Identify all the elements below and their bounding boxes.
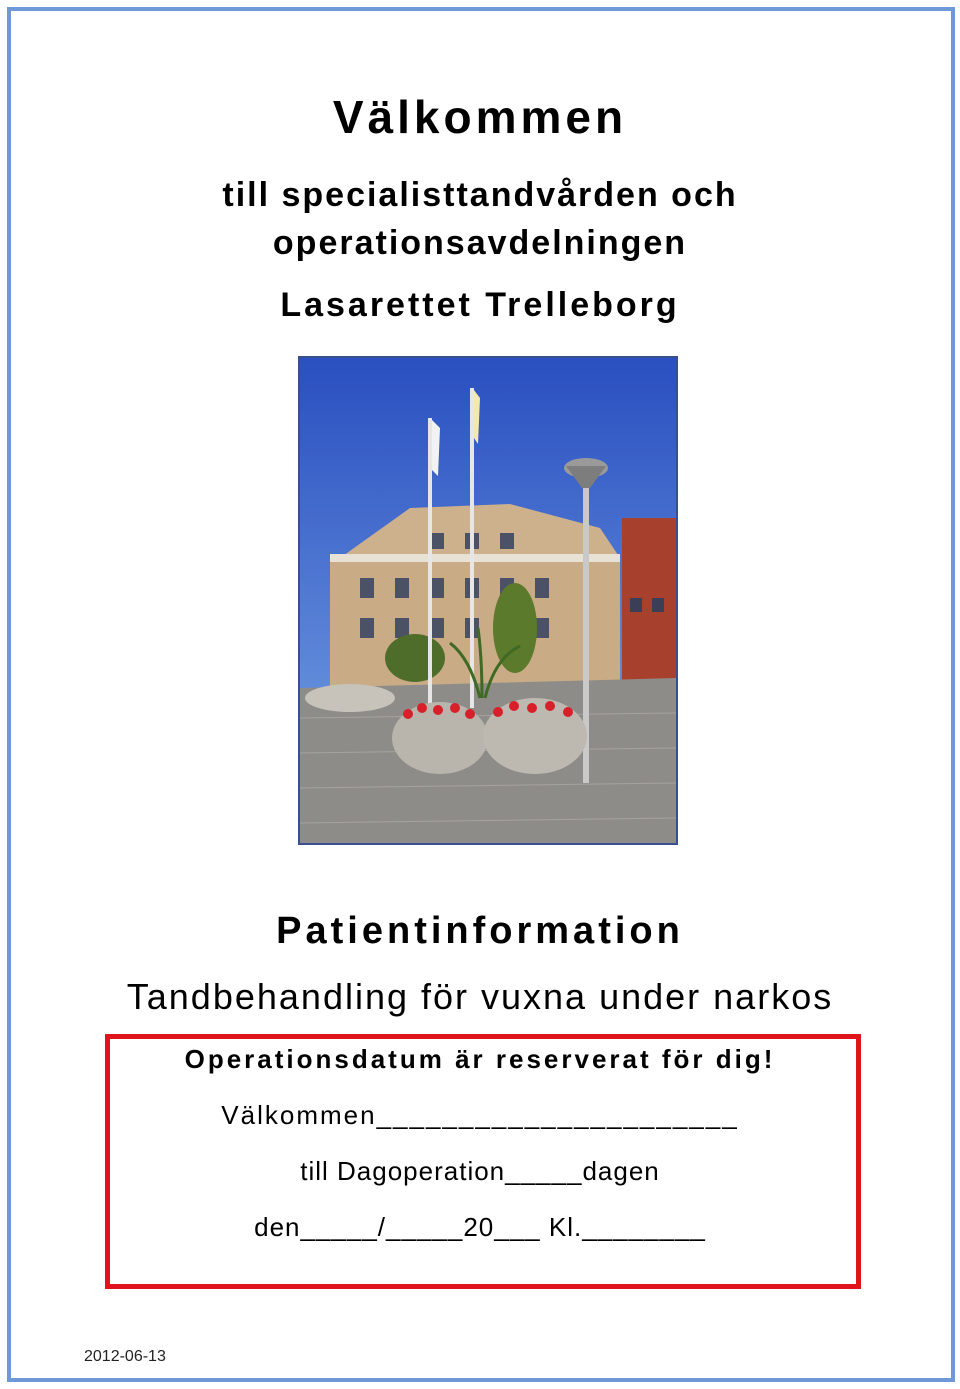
- treatment-topic: Tandbehandling för vuxna under narkos: [126, 976, 834, 1017]
- subtitle-line-1: till specialisttandvården och: [222, 176, 738, 214]
- page-title: Välkommen: [332, 91, 628, 143]
- subtitle-hospital: Lasarettet Trelleborg: [280, 286, 680, 324]
- date-time-line: den_____/_____20___ Kl.________: [254, 1212, 706, 1242]
- patient-information-heading: Patientinformation: [276, 910, 684, 952]
- welcome-name-line: Välkommen______________________: [221, 1100, 739, 1130]
- subtitle-line-2: operationsavdelningen: [272, 224, 688, 262]
- hospital-photo: [298, 356, 678, 845]
- day-operation-line: till Dagoperation_____dagen: [300, 1156, 660, 1186]
- footer-date: 2012-06-13: [84, 1348, 166, 1365]
- reservation-heading: Operationsdatum är reserverat för dig!: [184, 1044, 776, 1074]
